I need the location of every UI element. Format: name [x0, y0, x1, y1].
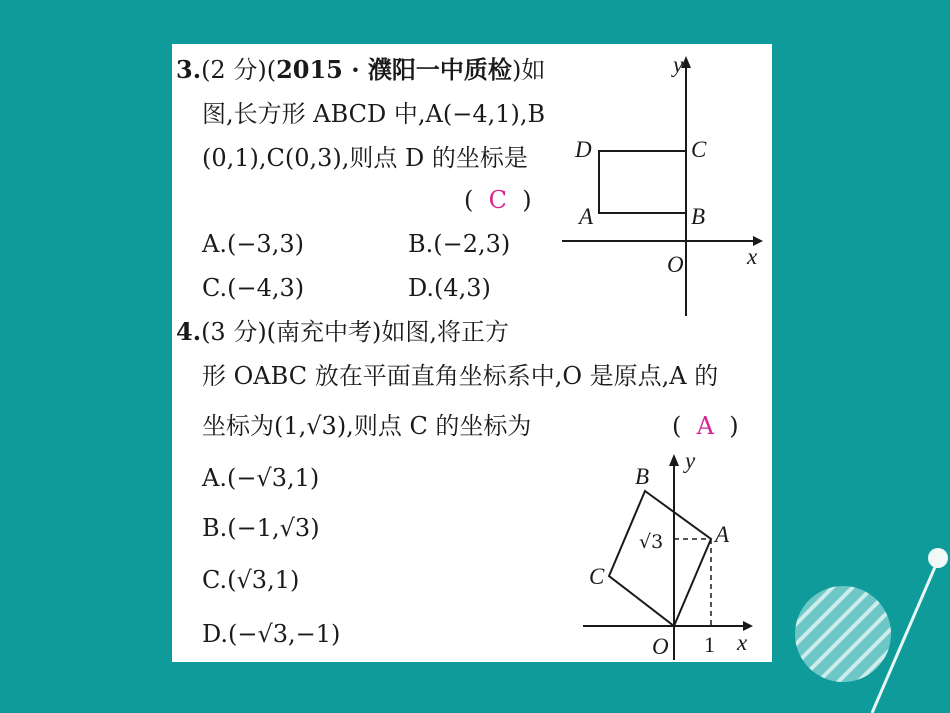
q3-answer: C [488, 186, 508, 214]
q4-square [609, 491, 711, 626]
q4-y-arrow [669, 454, 679, 466]
q3-option-c[interactable]: C.(−4,3) [202, 274, 305, 302]
decor-circle [795, 586, 891, 682]
q3-answer-bracket [464, 188, 532, 212]
q3-rectangle [599, 151, 686, 213]
q4-tick-1: 1 [704, 632, 715, 657]
q3-label-a: A [579, 204, 594, 229]
q4-number: 4. [176, 317, 202, 346]
q3-source-open: ( [266, 56, 277, 84]
q4-option-b[interactable]: B.(−1,√3) [202, 514, 320, 542]
q4-figure [577, 444, 772, 662]
q4-option-c[interactable]: C.(√3,1) [202, 566, 300, 594]
q4-label-c: C [589, 564, 605, 589]
q4-line3: 坐标为(1,√3),则点 C 的坐标为 [202, 412, 532, 440]
q3-option-d[interactable]: D.(4,3) [408, 274, 491, 302]
question-card [172, 44, 772, 662]
q4-line1 [176, 317, 510, 346]
q4-label-o: O [652, 634, 669, 659]
q3-source-year: 2015 [276, 55, 343, 84]
decor-dot [928, 548, 948, 568]
q4-label-a: A [715, 522, 730, 547]
q3-line1 [176, 55, 546, 84]
q3-source-close: ) [511, 56, 522, 84]
q4-paren-open: ( [672, 412, 682, 440]
q4-line2: 形 OABC 放在平面直角坐标系中,O 是原点,A 的 [202, 362, 719, 390]
q3-label-b: B [691, 204, 706, 229]
q3-line1-tail: 如 [521, 56, 546, 84]
q3-label-x: x [747, 244, 758, 269]
q3-paren-open: ( [464, 186, 474, 214]
q4-label-y: y [685, 448, 696, 473]
q3-option-b[interactable]: B.(−2,3) [408, 230, 511, 258]
q4-label-b: B [635, 464, 650, 489]
q4-tick-sqrt3: √3 [639, 531, 664, 553]
q3-label-d: D [575, 137, 592, 162]
q3-line3: (0,1),C(0,3),则点 D 的坐标是 [202, 144, 528, 172]
q3-option-a[interactable]: A.(−3,3) [202, 230, 304, 258]
q3-label-y: y [673, 52, 684, 77]
q3-score: (2 分) [201, 56, 267, 84]
q4-score: (3 分)(南充中考)如图,将正方 [201, 318, 510, 346]
q3-line2: 图,长方形 ABCD 中,A(−4,1),B [202, 100, 546, 128]
q3-label-c: C [691, 137, 707, 162]
q3-label-o: O [667, 252, 684, 277]
q4-answer: A [696, 412, 714, 440]
q4-option-d[interactable]: D.(−√3,−1) [202, 620, 341, 648]
q3-number: 3. [176, 55, 202, 84]
q4-answer-bracket [672, 414, 739, 438]
q4-option-a[interactable]: A.(−√3,1) [202, 464, 320, 492]
q3-source: · 濮阳一中质检 [342, 55, 512, 84]
q3-figure [557, 44, 772, 319]
q3-paren-close: ) [522, 186, 532, 214]
q4-label-x: x [737, 630, 748, 655]
q4-paren-close: ) [729, 412, 739, 440]
